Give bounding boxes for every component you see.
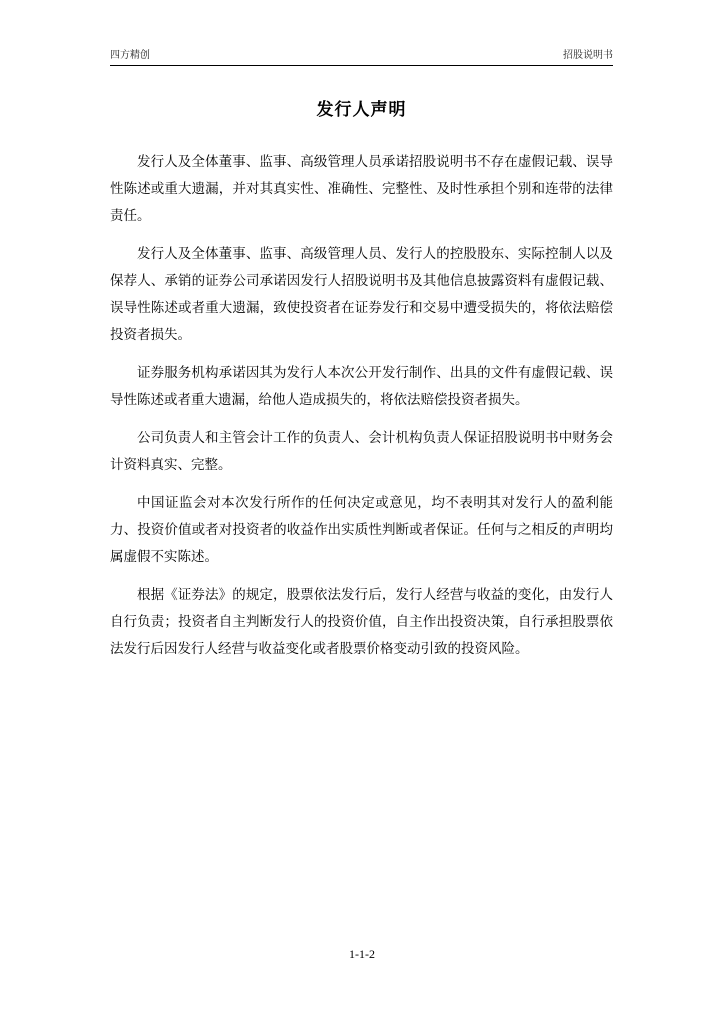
page-number: 1-1-2 [349, 947, 375, 961]
header-rule [110, 65, 613, 66]
page-header [110, 44, 613, 66]
header-company-name: 四方精创 [110, 50, 150, 61]
page-title: 发行人声明 [316, 100, 407, 120]
paragraph-3: 证券服务机构承诺因其为发行人本次公开发行制作、出具的文件有虚假记载、误导性陈述或者重大遗漏，给他人造成损失的，将依法赔偿投资者损失。 [110, 365, 613, 408]
statement-body [110, 149, 613, 674]
paragraph-1: 发行人及全体董事、监事、高级管理人员承诺招股说明书不存在虚假记载、误导性陈述或重大遗漏，并对其真实性、准确性、完整性、及时性承担个别和连带的法律责任。 [110, 154, 613, 224]
paragraph-6: 根据《证券法》的规定，股票依法发行后，发行人经营与收益的变化，由发行人自行负责；投资者自主判断发行人的投资价值，自主作出投资决策，自行承担股票依法发行后因发行人经营与收益变化或者股票价格变动引致的投资风险。 [110, 587, 613, 657]
paragraph-5: 中国证监会对本次发行所作的任何决定或意见，均不表明其对发行人的盈利能力、投资价值或者对投资者的收益作出实质性判断或者保证。任何与之相反的声明均属虚假不实陈述。 [110, 495, 613, 565]
header-document-type: 招股说明书 [563, 50, 613, 61]
paragraph-2: 发行人及全体董事、监事、高级管理人员、发行人的控股股东、实际控制人以及保荐人、承销的证券公司承诺因发行人招股说明书及其他信息披露资料有虚假记载、误导性陈述或者重大遗漏，致使投资者在证券发行和交易中遭受损失的，将依法赔偿投资者损失。 [110, 246, 613, 343]
paragraph-4: 公司负责人和主管会计工作的负责人、会计机构负责人保证招股说明书中财务会计资料真实、完整。 [110, 430, 613, 473]
